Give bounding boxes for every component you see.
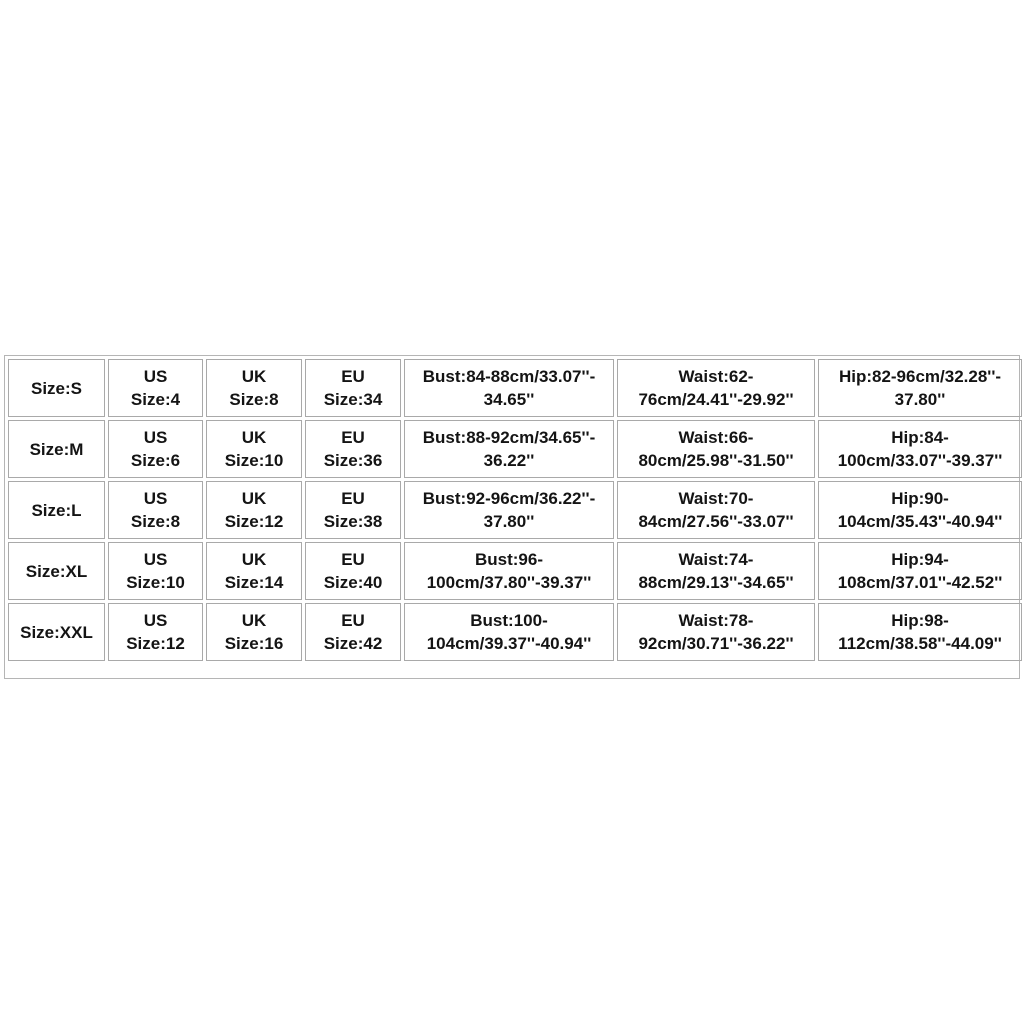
bust-cell: Bust:88-92cm/34.65''- 36.22'' [404, 420, 614, 478]
bust-cell: Bust:96- 100cm/37.80''-39.37'' [404, 542, 614, 600]
size-row-m [8, 420, 1022, 478]
size-row-s [8, 359, 1022, 417]
eu-size-cell: EU Size:42 [305, 603, 401, 661]
us-size-cell: US Size:4 [108, 359, 203, 417]
size-label-cell: Size:M [8, 420, 105, 478]
size-label-cell: Size:S [8, 359, 105, 417]
waist-cell: Waist:62- 76cm/24.41''-29.92'' [617, 359, 815, 417]
size-label-cell: Size:XXL [8, 603, 105, 661]
hip-cell: Hip:84- 100cm/33.07''-39.37'' [818, 420, 1022, 478]
eu-size-cell: EU Size:40 [305, 542, 401, 600]
size-chart [4, 355, 1020, 679]
waist-cell: Waist:66- 80cm/25.98''-31.50'' [617, 420, 815, 478]
hip-cell: Hip:94- 108cm/37.01''-42.52'' [818, 542, 1022, 600]
uk-size-cell: UK Size:12 [206, 481, 302, 539]
size-row-xxl [8, 603, 1022, 661]
bust-cell: Bust:84-88cm/33.07''- 34.65'' [404, 359, 614, 417]
size-label-cell: Size:L [8, 481, 105, 539]
uk-size-cell: UK Size:10 [206, 420, 302, 478]
size-row-xl [8, 542, 1022, 600]
eu-size-cell: EU Size:38 [305, 481, 401, 539]
waist-cell: Waist:74- 88cm/29.13''-34.65'' [617, 542, 815, 600]
us-size-cell: US Size:12 [108, 603, 203, 661]
us-size-cell: US Size:10 [108, 542, 203, 600]
size-chart-table [5, 356, 1024, 664]
waist-cell: Waist:78- 92cm/30.71''-36.22'' [617, 603, 815, 661]
eu-size-cell: EU Size:34 [305, 359, 401, 417]
hip-cell: Hip:98- 112cm/38.58''-44.09'' [818, 603, 1022, 661]
waist-cell: Waist:70- 84cm/27.56''-33.07'' [617, 481, 815, 539]
uk-size-cell: UK Size:16 [206, 603, 302, 661]
us-size-cell: US Size:6 [108, 420, 203, 478]
size-label-cell: Size:XL [8, 542, 105, 600]
uk-size-cell: UK Size:14 [206, 542, 302, 600]
hip-cell: Hip:90- 104cm/35.43''-40.94'' [818, 481, 1022, 539]
hip-cell: Hip:82-96cm/32.28''- 37.80'' [818, 359, 1022, 417]
bust-cell: Bust:92-96cm/36.22''- 37.80'' [404, 481, 614, 539]
eu-size-cell: EU Size:36 [305, 420, 401, 478]
uk-size-cell: UK Size:8 [206, 359, 302, 417]
bust-cell: Bust:100- 104cm/39.37''-40.94'' [404, 603, 614, 661]
size-row-l [8, 481, 1022, 539]
us-size-cell: US Size:8 [108, 481, 203, 539]
